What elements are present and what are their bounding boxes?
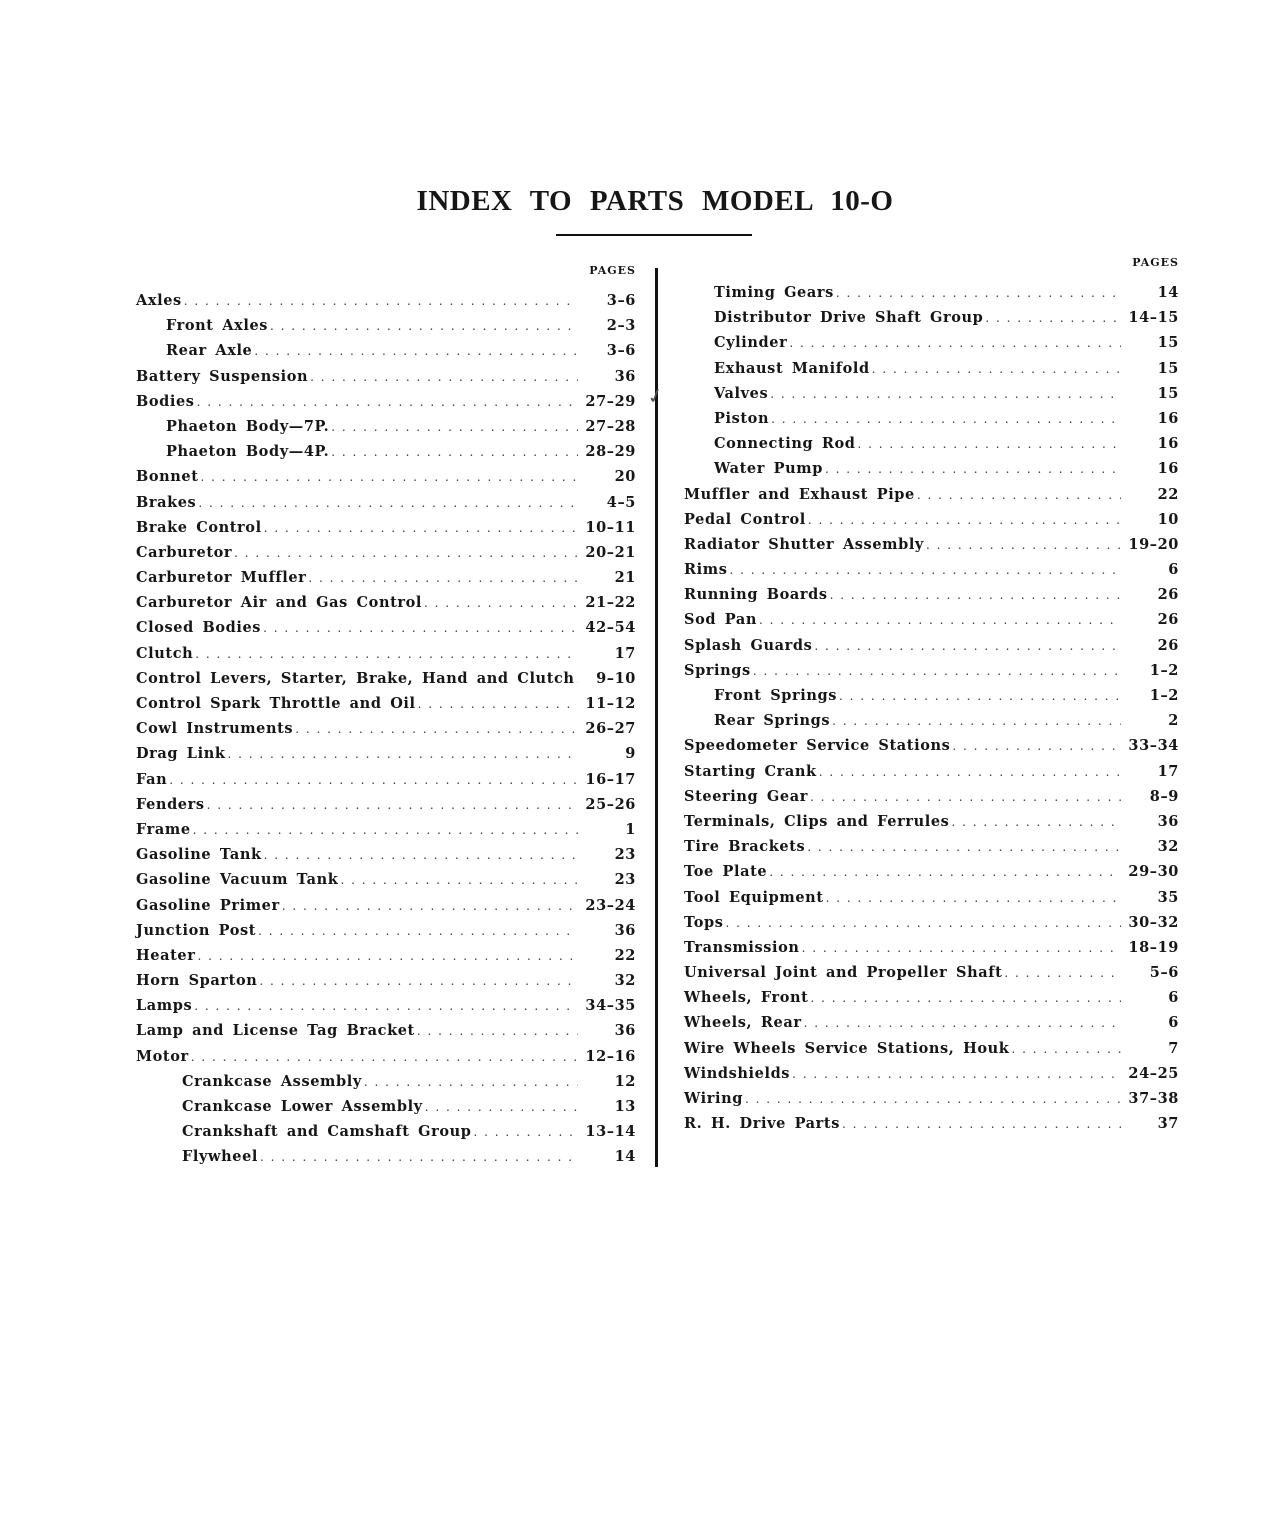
- index-entry: [684, 759, 1179, 784]
- dot-leader: [770, 382, 1121, 407]
- index-entry-label: Tire Brackets: [684, 838, 806, 856]
- index-entry-label: Sod Pan: [684, 611, 757, 629]
- index-entry-pages: 11–12: [585, 695, 636, 712]
- index-entry-label: Bonnet: [136, 468, 199, 486]
- index-entry-label: Distributor Drive Shaft Group: [714, 309, 984, 327]
- index-entry: [684, 305, 1179, 330]
- index-entry: [136, 1094, 636, 1119]
- index-entry: [136, 288, 636, 313]
- index-entry: [684, 910, 1179, 935]
- index-entry: [136, 515, 636, 540]
- index-entry-pages: 30–32: [1128, 913, 1179, 931]
- dot-leader: [792, 1062, 1121, 1087]
- index-entry: [684, 1111, 1179, 1136]
- dot-leader: [819, 760, 1121, 785]
- index-entry: [136, 490, 636, 515]
- index-entry: [684, 582, 1179, 607]
- dot-leader: [310, 365, 578, 390]
- dot-leader: [726, 911, 1122, 936]
- index-entry-pages: 6: [1168, 561, 1179, 579]
- index-entry-pages: 19–20: [1128, 535, 1179, 553]
- index-entry-pages: 33–34: [1128, 737, 1179, 755]
- index-entry-pages: 36: [614, 1022, 636, 1040]
- pages-column-header: PAGES: [1132, 256, 1179, 269]
- index-entry-pages: 3–6: [606, 292, 636, 309]
- index-entry-pages: 35: [1157, 888, 1179, 906]
- index-entry-pages: 13–14: [585, 1123, 636, 1141]
- index-entry-pages: 2–3: [606, 317, 636, 335]
- index-entry-pages: 13: [614, 1098, 636, 1115]
- dot-leader: [952, 734, 1121, 759]
- index-entry: [136, 968, 636, 993]
- index-entry-label: Brakes: [136, 493, 197, 511]
- dot-leader: [197, 390, 578, 415]
- index-entry-label: Wiring: [684, 1090, 743, 1107]
- index-entry-label: Brake Control: [136, 518, 262, 536]
- index-entry-pages: 15: [1157, 359, 1179, 377]
- index-entry-label: Drag Link: [136, 745, 226, 763]
- index-entry: [136, 414, 636, 439]
- dot-leader: [259, 969, 578, 994]
- dot-leader: [769, 860, 1121, 885]
- dot-leader: [872, 357, 1121, 382]
- index-entry-pages: 36: [614, 921, 636, 939]
- index-entry-pages: 17: [1157, 762, 1179, 780]
- dot-leader: [424, 591, 578, 616]
- index-entry-label: Radiator Shutter Assembly: [684, 535, 924, 553]
- index-entry-label: Carburetor Muffler: [136, 569, 307, 587]
- index-entry-label: Bodies: [136, 392, 195, 410]
- index-entry: [136, 439, 636, 464]
- dot-leader: [418, 692, 578, 717]
- index-entry-label: Crankshaft and Camshaft Group: [182, 1123, 472, 1141]
- pages-column-header: PAGES: [589, 264, 636, 277]
- index-entry-label: Wheels, Rear: [684, 1014, 802, 1032]
- index-entry-pages: 4–5: [606, 493, 636, 511]
- index-entry-label: Cylinder: [714, 334, 788, 352]
- index-entry: [136, 1144, 636, 1169]
- dot-leader: [201, 465, 578, 490]
- index-entry: [684, 985, 1179, 1010]
- dot-leader: [830, 583, 1121, 608]
- dot-leader: [169, 768, 578, 793]
- index-entry-pages: 6: [1168, 989, 1179, 1007]
- page-title: INDEX TO PARTS MODEL 10-O: [416, 185, 894, 218]
- index-entry: [684, 960, 1179, 985]
- index-entry-pages: 23: [614, 846, 636, 864]
- index-entry: [136, 767, 636, 792]
- index-entry: [136, 590, 636, 615]
- index-entry: [136, 741, 636, 766]
- dot-leader: [729, 558, 1121, 583]
- index-entry-label: Tops: [684, 913, 724, 931]
- index-entry-pages: 27–29: [585, 392, 636, 410]
- index-entry-pages: 5–6: [1149, 964, 1179, 982]
- index-entry: [136, 464, 636, 489]
- dot-leader: [807, 835, 1121, 860]
- dot-leader: [195, 642, 578, 667]
- dot-leader: [331, 415, 578, 440]
- index-entry-pages: 32: [1157, 838, 1179, 856]
- index-entry: [684, 356, 1179, 381]
- dot-leader: [425, 1095, 578, 1120]
- index-entry-label: Carburetor: [136, 543, 233, 561]
- index-entry-pages: 6: [1168, 1014, 1179, 1032]
- index-entry-pages: 1–2: [1149, 687, 1179, 704]
- index-entry-label: Terminals, Clips and Ferrules: [684, 812, 950, 830]
- index-entry-pages: 2: [1168, 712, 1179, 730]
- title-underline-rule: [556, 234, 752, 236]
- index-entry: [684, 935, 1179, 960]
- dot-leader: [234, 541, 578, 566]
- index-entry: [136, 364, 636, 389]
- dot-leader: [207, 793, 578, 818]
- index-entry-pages: 26: [1157, 586, 1179, 604]
- index-entry-pages: 37: [1157, 1115, 1179, 1133]
- index-entry: [136, 1069, 636, 1094]
- index-entry-pages: 10: [1157, 510, 1179, 528]
- index-entry-label: Timing Gears: [714, 284, 834, 301]
- index-entry: [136, 338, 636, 363]
- index-entry: [684, 330, 1179, 355]
- index-entry: [136, 615, 636, 640]
- index-entry: [136, 641, 636, 666]
- dot-leader: [264, 516, 578, 541]
- index-entry: [136, 792, 636, 817]
- index-entry: [136, 943, 636, 968]
- index-entry: [136, 540, 636, 565]
- index-entry-label: Water Pump: [714, 460, 823, 478]
- index-entry-label: Horn Sparton: [136, 972, 258, 990]
- index-entry: [136, 716, 636, 741]
- index-entry-pages: 26–27: [585, 720, 636, 738]
- dot-leader: [340, 868, 578, 893]
- dot-leader: [577, 667, 578, 692]
- index-entry-label: Valves: [714, 384, 769, 402]
- index-entry: [684, 431, 1179, 456]
- index-entry-pages: 18–19: [1128, 938, 1179, 956]
- index-entry-label: Transmission: [684, 938, 800, 956]
- index-entry: [684, 885, 1179, 910]
- index-entry-label: Wire Wheels Service Stations, Houk: [684, 1039, 1010, 1057]
- dot-leader: [810, 986, 1121, 1011]
- index-entry: [684, 683, 1179, 708]
- index-entry-pages: 25–26: [585, 795, 636, 813]
- index-entry: [684, 834, 1179, 859]
- index-entry-pages: 15: [1157, 334, 1179, 352]
- dot-leader: [759, 608, 1121, 633]
- index-entry-label: Clutch: [136, 644, 194, 662]
- index-entry-label: Closed Bodies: [136, 619, 262, 637]
- index-entry-label: Battery Suspension: [136, 367, 309, 385]
- index-entry: [136, 565, 636, 590]
- index-entry-pages: 28–29: [585, 443, 636, 461]
- index-entry: [684, 1036, 1179, 1061]
- index-entry: [684, 733, 1179, 758]
- dot-leader: [839, 684, 1121, 709]
- index-entry: [136, 666, 636, 691]
- index-entry: [684, 658, 1179, 683]
- dot-leader: [263, 616, 578, 641]
- dot-leader: [836, 281, 1121, 306]
- index-entry-label: Junction Post: [136, 921, 257, 939]
- index-entry: [684, 784, 1179, 809]
- index-entry: [684, 1086, 1179, 1111]
- dot-leader: [474, 1120, 578, 1145]
- index-entry: [684, 708, 1179, 733]
- dot-leader: [802, 936, 1121, 961]
- dot-leader: [308, 566, 578, 591]
- index-entry-label: Control Spark Throttle and Oil: [136, 695, 416, 712]
- index-entry-label: Crankcase Assembly: [182, 1072, 362, 1090]
- dot-leader: [260, 1145, 578, 1170]
- dot-leader: [858, 432, 1121, 457]
- index-entry: [136, 867, 636, 892]
- index-entry: [684, 406, 1179, 431]
- index-entry: [684, 482, 1179, 507]
- index-entry-pages: 21: [614, 569, 636, 587]
- dot-leader: [808, 508, 1121, 533]
- index-entry-label: Gasoline Vacuum Tank: [136, 871, 339, 889]
- index-entry: [136, 893, 636, 918]
- index-entry-label: Exhaust Manifold: [714, 359, 870, 377]
- index-entry-pages: 3–6: [606, 342, 636, 360]
- index-entry: [136, 918, 636, 943]
- dot-leader: [254, 339, 578, 364]
- dot-leader: [194, 994, 578, 1019]
- index-entry-label: Connecting Rod: [714, 435, 856, 453]
- dot-leader: [264, 843, 578, 868]
- index-entry-label: Wheels, Front: [684, 989, 809, 1007]
- dot-leader: [295, 717, 578, 742]
- index-entry-label: Pedal Control: [684, 510, 806, 528]
- index-entry-list: [136, 288, 636, 1170]
- dot-leader: [753, 659, 1121, 684]
- dot-leader: [258, 919, 578, 944]
- index-entry-label: Crankcase Lower Assembly: [182, 1098, 423, 1115]
- index-entry: [684, 280, 1179, 305]
- dot-leader: [184, 289, 578, 314]
- index-entry-pages: 16: [1157, 409, 1179, 427]
- index-entry-pages: 8–9: [1149, 787, 1179, 805]
- dot-leader: [364, 1070, 578, 1095]
- index-entry: [136, 817, 636, 842]
- dot-leader: [193, 818, 578, 843]
- dot-leader: [826, 886, 1121, 911]
- index-entry-label: Lamps: [136, 997, 193, 1015]
- index-entry-label: Running Boards: [684, 586, 828, 604]
- index-entry-pages: 29–30: [1128, 863, 1179, 881]
- dot-leader: [951, 810, 1121, 835]
- index-entry: [136, 389, 636, 414]
- dot-leader: [282, 894, 578, 919]
- dot-leader: [814, 634, 1121, 659]
- dot-leader: [810, 785, 1121, 810]
- dot-leader: [917, 483, 1121, 508]
- index-entry-label: Splash Guards: [684, 636, 813, 654]
- index-entry: [136, 1018, 636, 1043]
- index-entry-pages: 27–28: [585, 417, 636, 435]
- index-entry-label: Rims: [684, 561, 728, 579]
- index-entry: [684, 859, 1179, 884]
- dot-leader: [985, 306, 1121, 331]
- index-entry-pages: 23: [614, 871, 636, 889]
- index-entry-pages: 24–25: [1128, 1064, 1179, 1082]
- index-column-right: [684, 256, 1179, 1136]
- dot-leader: [1011, 1037, 1121, 1062]
- index-entry: [684, 1010, 1179, 1035]
- index-entry-label: Axles: [136, 292, 182, 309]
- index-entry: [136, 313, 636, 338]
- index-entry-pages: 37–38: [1128, 1090, 1179, 1107]
- index-entry: [684, 557, 1179, 582]
- index-entry-label: Phaeton Body—4P.: [166, 443, 330, 461]
- index-entry-pages: 23–24: [585, 896, 636, 914]
- index-entry-pages: 9: [625, 745, 636, 763]
- index-entry-label: Heater: [136, 946, 196, 964]
- index-entry: [684, 507, 1179, 532]
- index-entry-pages: 32: [614, 972, 636, 990]
- index-entry: [136, 691, 636, 716]
- dot-leader: [197, 944, 578, 969]
- index-entry-label: Control Levers, Starter, Brake, Hand and Clutch: [136, 669, 575, 687]
- index-entry-label: Rear Axle: [166, 342, 253, 360]
- index-entry: [684, 456, 1179, 481]
- index-entry-pages: 34–35: [585, 997, 636, 1015]
- index-entry-pages: 14: [1157, 284, 1179, 301]
- index-entry-pages: 21–22: [585, 594, 636, 612]
- dot-leader: [745, 1087, 1121, 1112]
- dot-leader: [832, 709, 1121, 734]
- index-entry-pages: 12–16: [585, 1047, 636, 1065]
- index-entry-label: Front Springs: [714, 687, 838, 704]
- dot-leader: [270, 314, 578, 339]
- index-entry-pages: 1–2: [1149, 661, 1179, 679]
- index-entry: [684, 607, 1179, 632]
- index-entry-label: Piston: [714, 409, 770, 427]
- index-entry-pages: 26: [1157, 636, 1179, 654]
- index-entry-label: Tool Equipment: [684, 888, 824, 906]
- dot-leader: [825, 457, 1121, 482]
- index-entry: [684, 381, 1179, 406]
- dot-leader: [804, 1011, 1121, 1036]
- index-entry-pages: 14–15: [1128, 309, 1179, 327]
- dot-leader: [789, 331, 1121, 356]
- index-entry-label: Rear Springs: [714, 712, 831, 730]
- index-entry-label: Fan: [136, 770, 168, 788]
- index-entry: [136, 842, 636, 867]
- index-entry-label: Toe Plate: [684, 863, 768, 881]
- index-entry-label: Gasoline Tank: [136, 846, 262, 864]
- index-entry-list: [684, 280, 1179, 1136]
- dot-leader: [771, 407, 1121, 432]
- index-entry-pages: 16: [1157, 435, 1179, 453]
- index-entry-label: Steering Gear: [684, 787, 808, 805]
- index-entry-pages: 9–10: [596, 669, 636, 687]
- index-column-left: [136, 264, 636, 1170]
- index-entry-label: Cowl Instruments: [136, 720, 294, 738]
- index-entry-pages: 12: [614, 1072, 636, 1090]
- index-entry-pages: 16: [1157, 460, 1179, 478]
- handwritten-check-mark-icon: ✓: [644, 382, 667, 410]
- index-entry-label: Carburetor Air and Gas Control: [136, 594, 423, 612]
- index-entry-pages: 10–11: [585, 518, 636, 536]
- index-entry-pages: 26: [1157, 611, 1179, 629]
- dot-leader: [1004, 961, 1121, 986]
- dot-leader: [198, 491, 578, 516]
- dot-leader: [926, 533, 1121, 558]
- index-entry-label: Speedometer Service Stations: [684, 737, 951, 755]
- index-entry-pages: 22: [614, 946, 636, 964]
- index-entry: [684, 532, 1179, 557]
- index-entry: [136, 1044, 636, 1069]
- index-entry-pages: 42–54: [585, 619, 636, 637]
- index-entry: [684, 809, 1179, 834]
- dot-leader: [331, 440, 578, 465]
- index-entry-pages: 20: [614, 468, 636, 486]
- index-entry: [684, 633, 1179, 658]
- dot-leader: [228, 742, 579, 767]
- dot-leader: [191, 1045, 578, 1070]
- index-entry-label: Front Axles: [166, 317, 269, 335]
- index-entry: [136, 1119, 636, 1144]
- index-entry-label: Motor: [136, 1047, 189, 1065]
- index-entry-label: Springs: [684, 661, 751, 679]
- index-entry-label: Flywheel: [182, 1148, 259, 1166]
- index-entry-label: Universal Joint and Propeller Shaft: [684, 964, 1003, 982]
- index-entry-pages: 14: [614, 1148, 636, 1166]
- index-entry-label: Starting Crank: [684, 762, 817, 780]
- index-entry-pages: 1: [625, 820, 636, 838]
- index-entry-label: Fenders: [136, 795, 205, 813]
- dot-leader: [417, 1019, 578, 1044]
- index-entry-pages: 15: [1157, 384, 1179, 402]
- index-entry-label: Gasoline Primer: [136, 896, 280, 914]
- index-entry-label: Phaeton Body—7P.: [166, 417, 330, 435]
- index-entry-label: R. H. Drive Parts: [684, 1115, 840, 1133]
- dot-leader: [842, 1112, 1121, 1137]
- index-entry-label: Muffler and Exhaust Pipe: [684, 485, 915, 503]
- index-entry-pages: 36: [1157, 812, 1179, 830]
- index-entry-label: Windshields: [684, 1064, 791, 1082]
- index-entry-pages: 20–21: [585, 543, 636, 561]
- index-entry-pages: 22: [1157, 485, 1179, 503]
- index-entry-label: Frame: [136, 820, 191, 838]
- index-entry-pages: 17: [614, 644, 636, 662]
- index-entry-pages: 36: [614, 367, 636, 385]
- index-entry: [684, 1061, 1179, 1086]
- index-entry-pages: 7: [1168, 1039, 1179, 1057]
- index-entry-pages: 16–17: [585, 770, 636, 788]
- index-entry-label: Lamp and License Tag Bracket: [136, 1022, 415, 1040]
- index-entry: [136, 993, 636, 1018]
